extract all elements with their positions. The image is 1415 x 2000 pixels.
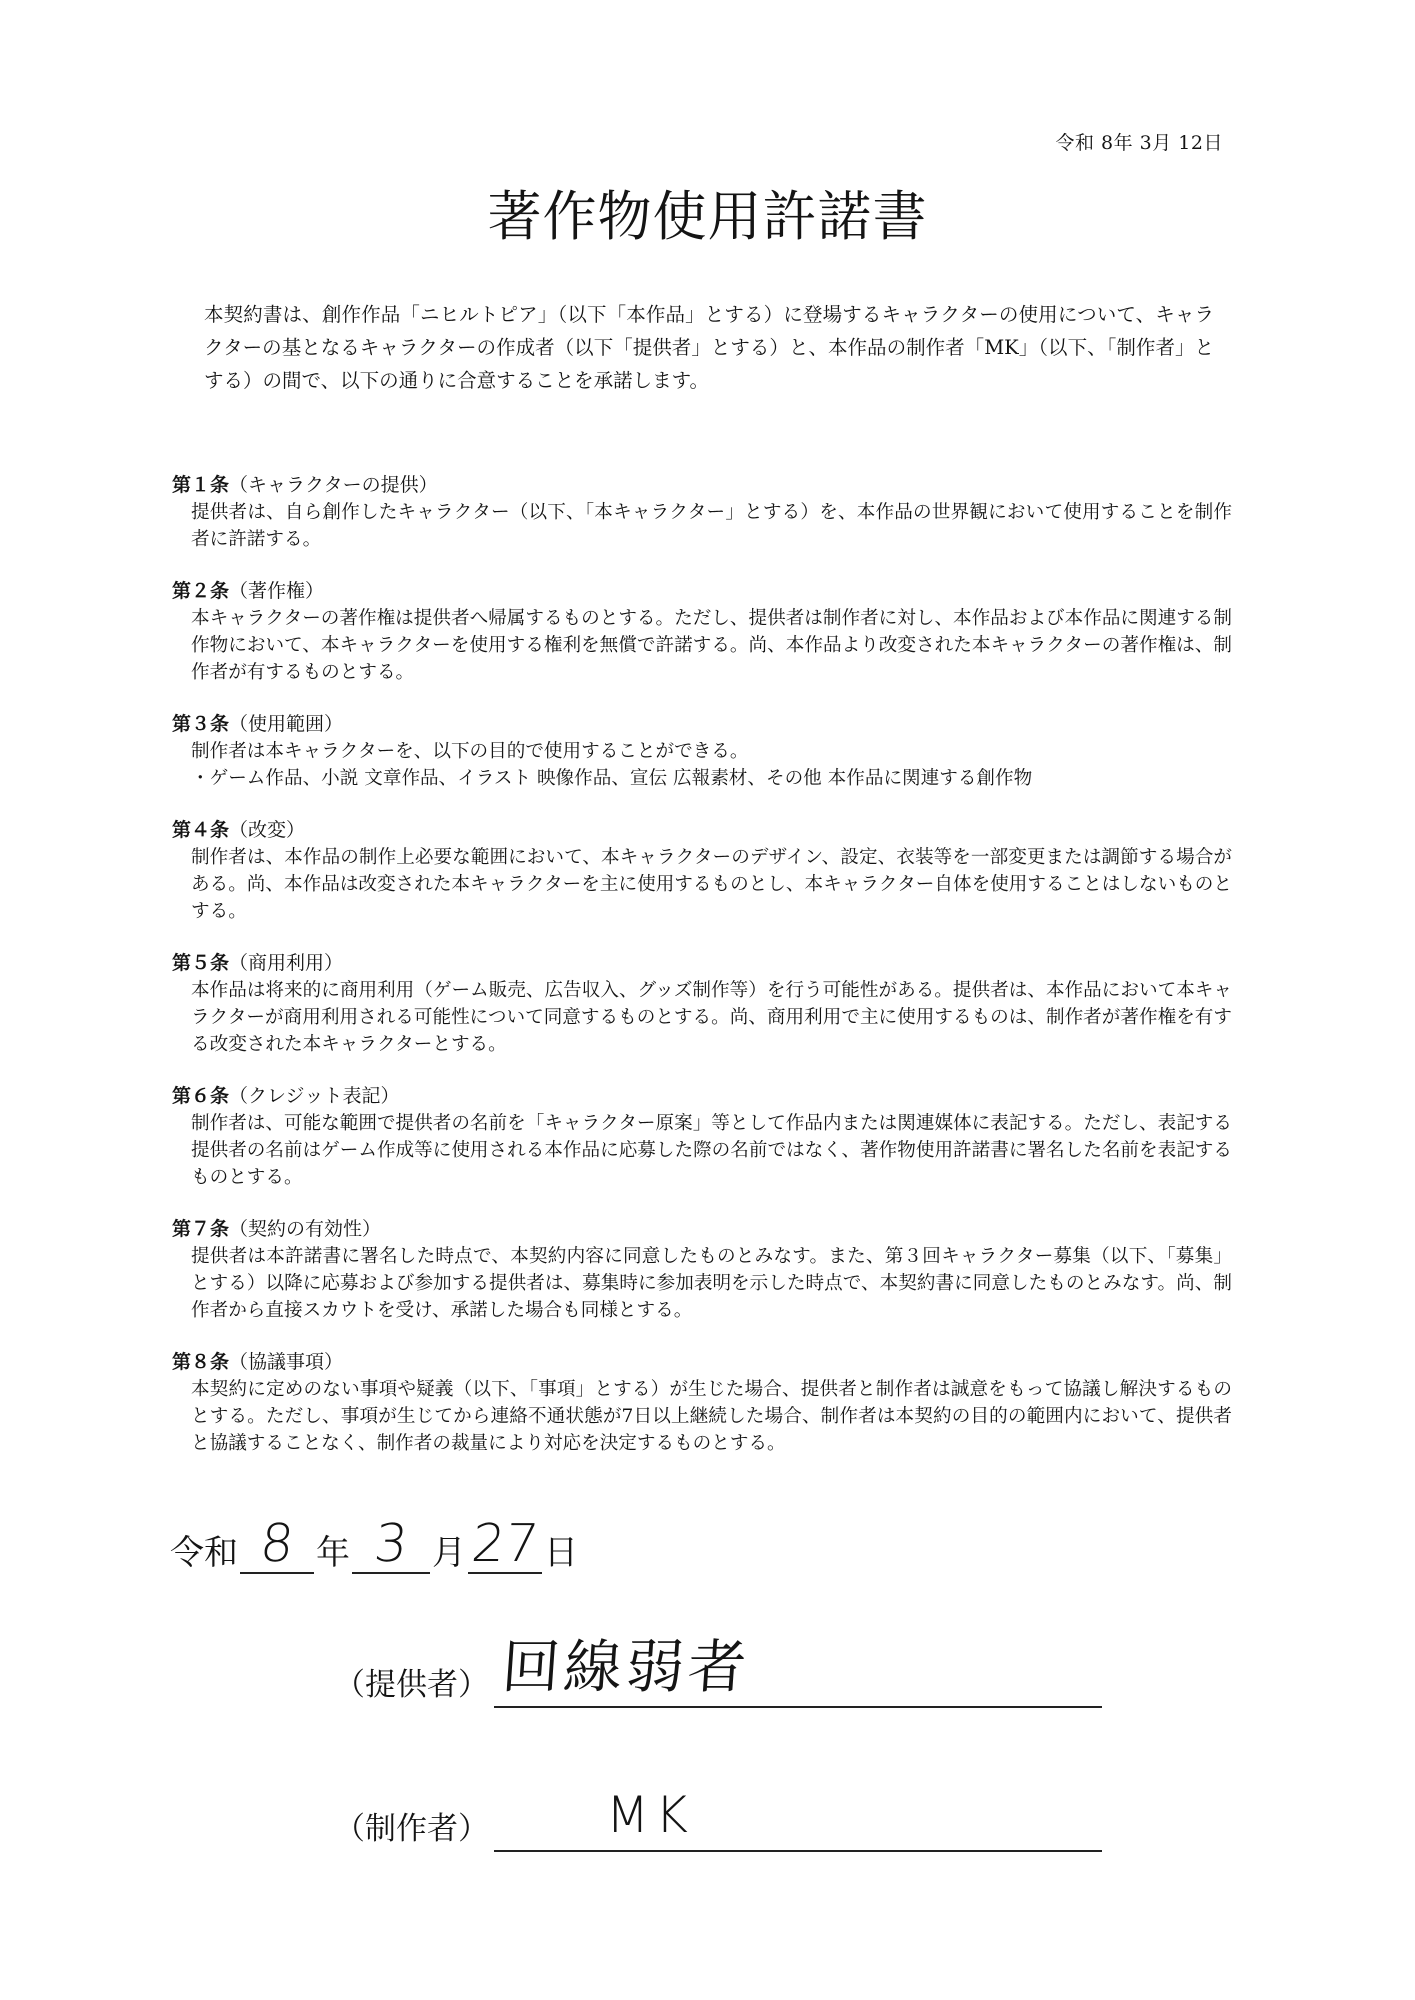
day-unit: 日 (544, 1533, 578, 1573)
article-title: （使用範囲） (229, 713, 344, 735)
article-number: 第５条 (172, 952, 230, 974)
article-number: 第４条 (172, 819, 230, 841)
article-7 (172, 1216, 1232, 1324)
handwritten-month: 3 (371, 1514, 411, 1574)
article-body (172, 1110, 1232, 1191)
creator-label: （制作者） (334, 1811, 489, 1847)
article-heading (172, 1349, 1232, 1376)
article-8 (172, 1349, 1232, 1457)
article-heading (172, 578, 1232, 605)
creator-signature-row (334, 1770, 1102, 1852)
provider-handwritten-name: 回線弱者 (499, 1633, 753, 1701)
article-paragraph: 制作者は、可能な範囲で提供者の名前を「キャラクター原案」等として作品内または関連媒体に表記する。ただし、表記する提供者の名前はゲーム作成等に使用される本作品に応募した際の名前ではなく、著作物使用許諾書に署名した名前を表記するものとする。 (191, 1113, 1232, 1188)
article-title: （商用利用） (229, 952, 344, 974)
creator-signature-line (494, 1770, 1102, 1852)
day-blank (468, 1512, 542, 1574)
article-paragraph: 提供者は、自ら創作したキャラクター（以下、「本キャラクター」とする）を、本作品の世界観において使用することを制作者に許諾する。 (191, 502, 1232, 550)
article-heading (172, 817, 1232, 844)
year-unit: 年 (316, 1533, 350, 1573)
articles-section (172, 472, 1232, 1482)
article-paragraph: 本作品は将来的に商用利用（ゲーム販売、広告収入、グッズ制作等）を行う可能性がある。提供者は、本作品において本キャラクターが商用利用される可能性について同意するものとする。尚、商用利用で主に使用するものは、制作者が著作権を有する改変された本キャラクターとする。 (191, 980, 1232, 1055)
article-heading (172, 950, 1232, 977)
document-date: 令和 8年 3月 12日 (1055, 132, 1223, 154)
article-paragraph: 制作者は、本作品の制作上必要な範囲において、本キャラクターのデザイン、設定、衣装等を一部変更または調節する場合がある。尚、本作品は改変された本キャラクターを主に使用するものとし、本キャラクター自体を使用することはしないものとする。 (191, 847, 1232, 922)
article-title: （改変） (229, 819, 306, 841)
article-6 (172, 1083, 1232, 1191)
document-title: 著作物使用許諾書 (487, 185, 928, 249)
article-paragraph: 制作者は本キャラクターを、以下の目的で使用することができる。 (191, 741, 749, 762)
article-2 (172, 578, 1232, 686)
month-blank (352, 1512, 430, 1574)
article-heading (172, 1216, 1232, 1243)
article-body (172, 1243, 1232, 1324)
article-title: （クレジット表記） (229, 1085, 400, 1107)
article-title: （契約の有効性） (229, 1218, 382, 1240)
era-label: 令和 (170, 1533, 238, 1573)
article-body (172, 738, 1232, 792)
article-number: 第８条 (172, 1351, 230, 1373)
article-5 (172, 950, 1232, 1058)
article-number: 第２条 (172, 580, 230, 602)
article-1 (172, 472, 1232, 553)
article-title: （キャラクターの提供） (229, 474, 438, 496)
handwritten-year: 8 (257, 1514, 297, 1574)
article-paragraph: 本契約に定めのない事項や疑義（以下、「事項」とする）が生じた場合、提供者と制作者は誠意をもって協議し解決するものとする。ただし、事項が生じてから連絡不通状態が7日以上継続した場合、制作者は本契約の目的の範囲内において、提供者と協議することなく、制作者の裁量により対応を決定するものとする。 (191, 1379, 1232, 1454)
signature-date (170, 1510, 578, 1580)
article-body (172, 605, 1232, 686)
article-title: （著作権） (229, 580, 325, 602)
article-body (172, 977, 1232, 1058)
intro-paragraph: 本契約書は、創作作品「ニヒルトピア」（以下「本作品」とする）に登場するキャラクターの使用について、キャラクターの基となるキャラクターの作成者（以下「提供者」とする）と、本作品の制作者「MK」（以下、「制作者」とする）の間で、以下の通りに合意することを承諾します。 (204, 303, 1214, 392)
article-body (172, 499, 1232, 553)
month-unit: 月 (432, 1533, 466, 1573)
article-paragraph: 本キャラクターの著作権は提供者へ帰属するものとする。ただし、提供者は制作者に対し、本作品および本作品に関連する制作物において、本キャラクターを使用する権利を無償で許諾する。尚、本作品より改変された本キャラクターの著作権は、制作者が有するものとする。 (191, 608, 1232, 683)
article-heading (172, 1083, 1232, 1110)
creator-handwritten-name: MK (606, 1786, 694, 1844)
year-blank (240, 1512, 314, 1574)
article-number: 第７条 (172, 1218, 230, 1240)
article-4 (172, 817, 1232, 925)
provider-signature-line (494, 1626, 1102, 1708)
article-body (172, 1376, 1232, 1457)
article-heading (172, 472, 1232, 499)
article-title: （協議事項） (229, 1351, 344, 1373)
article-paragraph: ・ゲーム作品、小説 文章作品、イラスト 映像作品、宣伝 広報素材、その他 本作品に関連する創作物 (191, 768, 1033, 789)
article-number: 第１条 (172, 474, 230, 496)
provider-label: （提供者） (334, 1667, 489, 1703)
article-number: 第６条 (172, 1085, 230, 1107)
article-heading (172, 711, 1232, 738)
article-body (172, 844, 1232, 925)
handwritten-day: 27 (468, 1514, 542, 1574)
article-number: 第３条 (172, 713, 230, 735)
provider-signature-row (334, 1626, 1102, 1708)
article-3 (172, 711, 1232, 792)
article-paragraph: 提供者は本許諾書に署名した時点で、本契約内容に同意したものとみなす。また、第３回キャラクター募集（以下、「募集」とする）以降に応募および参加する提供者は、募集時に参加表明を示した時点で、本契約書に同意したものとみなす。尚、制作者から直接スカウトを受け、承諾した場合も同様とする。 (191, 1246, 1232, 1321)
